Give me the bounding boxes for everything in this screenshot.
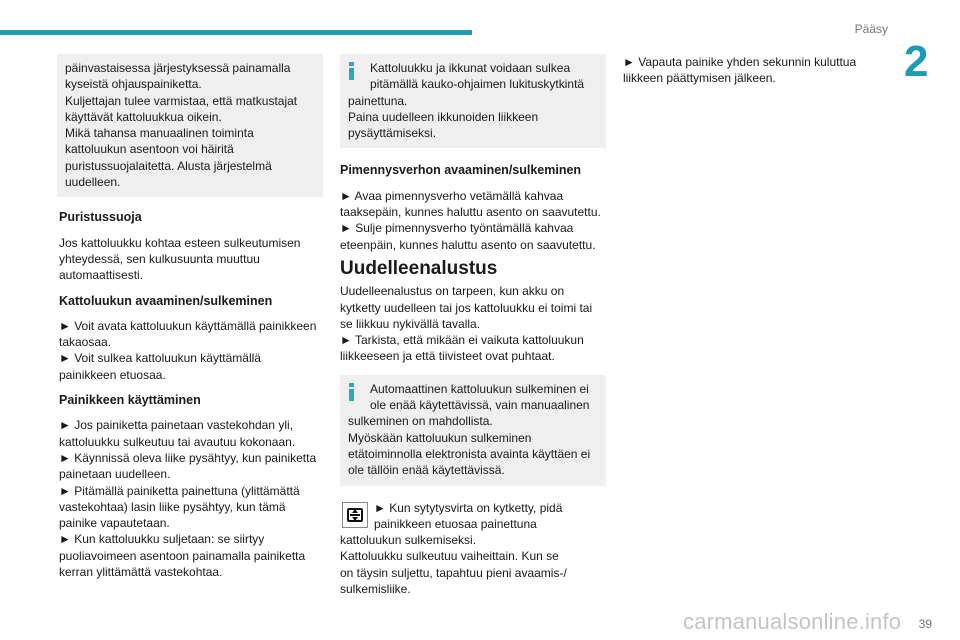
- text-line: ► Kun sytytysvirta on kytketty, pidä: [374, 500, 563, 515]
- heading-pinch-protection: Puristussuoja: [59, 210, 142, 225]
- text-line: ► Avaa pimennysverho vetämällä kahvaa: [340, 188, 564, 203]
- info-line: Myöskään kattoluukun sulkeminen: [348, 430, 532, 445]
- info-icon: [346, 383, 356, 401]
- note-line: puristussuojalaitetta. Alusta järjestelmä: [65, 158, 272, 173]
- switch-instruction: [340, 500, 606, 598]
- info-box-auto-close: [340, 375, 606, 486]
- info-line: Automaattinen kattoluukun sulkeminen ei: [370, 381, 589, 396]
- text-line: eteenpäin, kunnes haluttu asento on saavutettu.: [340, 237, 596, 252]
- text-line: ► Voit avata kattoluukun käyttämällä painikkeen: [59, 318, 317, 333]
- text-line: ► Pitämällä painiketta painettuna (ylittämättä: [59, 483, 300, 498]
- button-use-text: [59, 417, 323, 580]
- text-line: puoliavoimeen asentoon painamalla painiketta: [59, 548, 306, 563]
- text-line: sulkemisliike.: [340, 582, 411, 597]
- text-line: ► Käynnissä oleva liike pysähtyy, kun painiketta: [59, 450, 317, 465]
- heading-open-close-sunroof: Kattoluukun avaaminen/sulkeminen: [59, 293, 273, 308]
- heading-button-use: Painikkeen käyttäminen: [59, 393, 201, 408]
- text-line: kattoluukun sulkemiseksi.: [340, 533, 477, 548]
- text-line: takaosaa.: [59, 335, 112, 350]
- note-line: Kuljettajan tulee varmistaa, että matkustajat: [65, 93, 298, 108]
- text-line: se liikkuu nykivällä tavalla.: [340, 316, 481, 331]
- text-line: liikkeen päättymisen jälkeen.: [623, 71, 776, 86]
- note-line: Mikä tahansa manuaalinen toiminta: [65, 126, 254, 141]
- text-line: painikkeen etuosaa.: [59, 367, 166, 382]
- chapter-number: 2: [904, 37, 929, 86]
- sunblind-text: [340, 188, 606, 253]
- text-line: kattoluukku sulkeutuu tai avautuu kokonaan.: [59, 434, 296, 449]
- text-line: yhteydessä, sen kulkusuunta muuttuu: [59, 251, 260, 266]
- text-line: Kattoluukku sulkeutuu vaiheittain. Kun se: [340, 549, 559, 564]
- text-line: liikkeeseen ja että tiivisteet ovat puhtaat.: [340, 349, 555, 364]
- text-line: on täysin suljettu, tapahtuu pieni avaamis-/: [340, 565, 567, 580]
- text-line: kytketty uudelleen tai jos kattoluukku ei toimi tai: [340, 300, 593, 315]
- info-line: sulkeminen on mahdollista.: [348, 414, 493, 429]
- page-number: 39: [918, 617, 932, 631]
- text-line: ► Sulje pimennysverho työntämällä kahvaa: [340, 221, 574, 236]
- info-line: Paina uudelleen ikkunoiden liikkeen: [348, 109, 539, 124]
- text-line: painikkeen etuosaa painettuna: [374, 516, 537, 531]
- reinitialisation-text: [340, 283, 606, 364]
- info-line: painettuna.: [348, 93, 408, 108]
- info-line: pitämällä kauko-ohjaimen lukituskytkintä: [370, 77, 585, 92]
- text-line: painetaan uudelleen.: [59, 467, 171, 482]
- note-line: uudelleen.: [65, 175, 121, 190]
- heading-reinitialisation: Uudelleenalustus: [340, 257, 498, 279]
- header-accent-bar: [0, 30, 472, 35]
- column-2: [340, 54, 606, 597]
- open-close-text: [59, 318, 323, 383]
- sunroof-switch-icon: [342, 502, 368, 528]
- text-line: Uudelleenalustus on tarpeen, kun akku on: [340, 284, 565, 299]
- info-box-remote-close: [340, 54, 606, 148]
- info-icon: [346, 62, 356, 80]
- column-3: [623, 54, 873, 87]
- column-1: [59, 54, 323, 580]
- text-line: ► Kun kattoluukku suljetaan: se siirtyy: [59, 532, 265, 547]
- note-line: käyttävät kattoluukkua oikein.: [65, 109, 222, 124]
- text-line: Jos kattoluukku kohtaa esteen sulkeutumisen: [59, 235, 301, 250]
- continued-note-box: [57, 54, 323, 197]
- text-line: ► Jos painiketta painetaan vastekohdan yli,: [59, 418, 294, 433]
- info-line: etätoiminnolla elektronista avainta käyttäen ei: [348, 446, 591, 461]
- text-line: kerran ylittämättä vastekohtaa.: [59, 565, 223, 580]
- section-title: Pääsy: [854, 22, 888, 36]
- info-line: ole enää käytettävissä, vain manuaalinen: [370, 398, 590, 413]
- text-line: automaattisesti.: [59, 268, 144, 283]
- info-line: pysäyttämiseksi.: [348, 126, 437, 141]
- text-line: painike vapautetaan.: [59, 516, 170, 531]
- text-line: taaksepäin, kunnes haluttu asento on saavutettu.: [340, 205, 601, 220]
- note-line: päinvastaisessa järjestyksessä painamalla: [65, 61, 291, 75]
- text-line: ► Tarkista, että mikään ei vaikuta kattoluukun: [340, 333, 584, 348]
- text-line: ► Voit sulkea kattoluukun käyttämällä: [59, 351, 261, 366]
- info-line: Kattoluukku ja ikkunat voidaan sulkea: [370, 61, 571, 75]
- heading-sunblind: Pimennysverhon avaaminen/sulkeminen: [340, 163, 582, 178]
- note-line: kyseistä ohjauspainiketta.: [65, 77, 202, 92]
- text-line: ► Vapauta painike yhden sekunnin kuluttua: [623, 55, 857, 69]
- watermark: carmanualsonline.info: [683, 609, 902, 634]
- info-line: ole tällöin enää käytettävissä.: [348, 463, 505, 478]
- pinch-protection-text: [59, 235, 323, 284]
- text-line: vastekohtaa) lasin liike pysähtyy, kun tämä: [59, 499, 286, 514]
- note-line: kattoluukun asentoon voi häiritä: [65, 142, 234, 157]
